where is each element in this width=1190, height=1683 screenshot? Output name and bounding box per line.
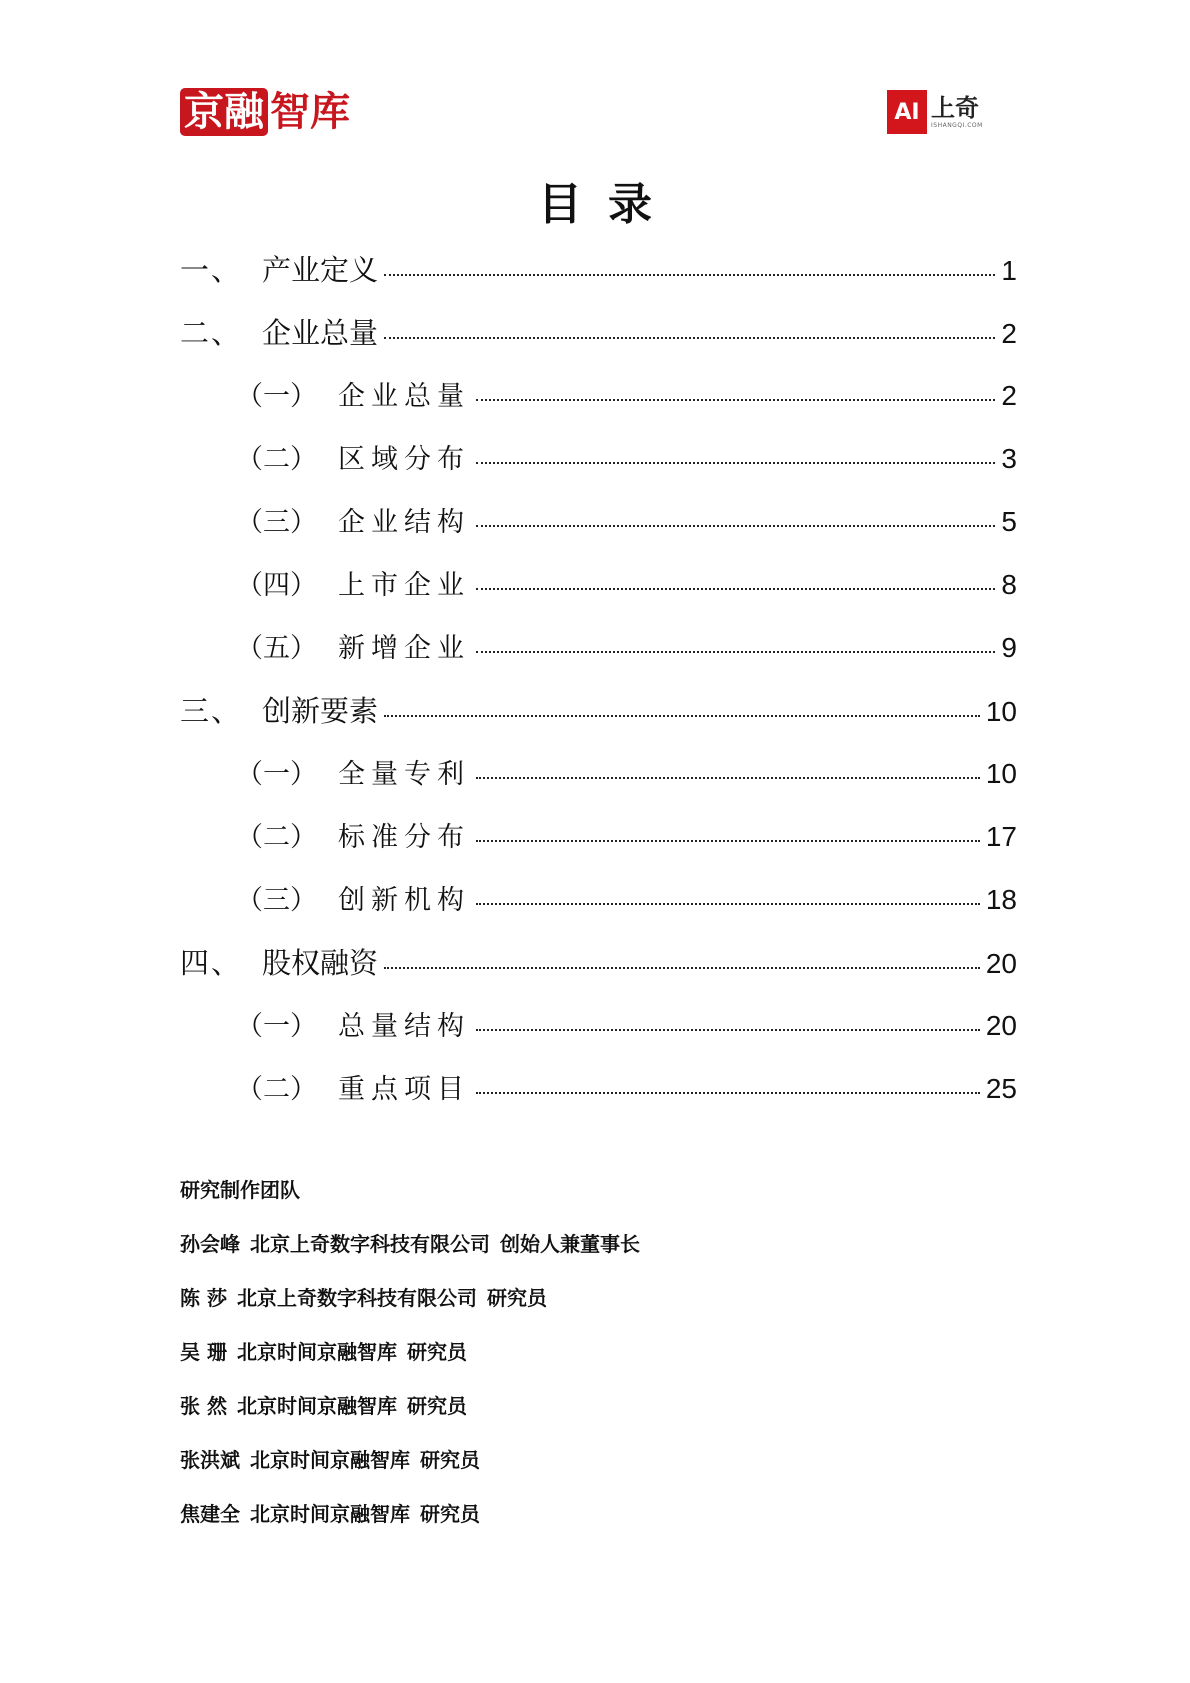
toc-page-number: 9 (1001, 632, 1017, 663)
toc-label: 创新机构 (338, 885, 470, 916)
toc-label: 重点项目 (338, 1074, 470, 1105)
toc-page-number: 10 (985, 696, 1017, 727)
member-name: 孙会峰 (180, 1232, 240, 1256)
toc-number: （一） (236, 381, 317, 412)
toc-label: 标准分布 (338, 822, 470, 853)
toc-page-number: 8 (1001, 569, 1017, 600)
member-name: 张洪斌 (180, 1448, 240, 1472)
toc-number: （三） (236, 885, 317, 916)
shangqi-logo-domain: ISHANGQI.COM (931, 122, 983, 129)
toc-number: （二） (236, 444, 317, 475)
toc-number: 一、 (180, 253, 243, 287)
toc-entry[interactable] (180, 1067, 1017, 1130)
toc-page-number: 10 (985, 758, 1017, 789)
toc-label: 总量结构 (338, 1011, 470, 1042)
toc-leader-dots (476, 777, 980, 779)
member-role: 研究员 (420, 1502, 480, 1526)
shangqi-logo (887, 90, 983, 134)
toc-leader-dots (476, 903, 980, 905)
member-role: 研究员 (486, 1286, 547, 1310)
toc-entry[interactable] (180, 815, 1017, 878)
logo-boxed-text: 京融 (180, 88, 268, 136)
toc-number: 四、 (180, 946, 243, 980)
toc-entry[interactable] (180, 941, 1017, 1004)
member-name: 吴 珊 (180, 1340, 227, 1364)
shangqi-mark-icon: AI (887, 90, 927, 134)
toc-leader-dots (476, 1029, 980, 1031)
toc-entry[interactable] (180, 248, 1017, 311)
logo-plain-text: 智库 (270, 89, 350, 135)
toc-leader-dots (476, 1092, 980, 1094)
toc-page-number: 18 (985, 884, 1017, 915)
toc-leader-dots (476, 462, 995, 464)
member-org: 北京上奇数字科技有限公司 (250, 1232, 490, 1256)
member-name: 张 然 (180, 1394, 227, 1418)
toc-entry[interactable] (180, 878, 1017, 941)
toc-page-number: 2 (1001, 380, 1017, 411)
toc-leader-dots (384, 715, 980, 717)
toc-entry[interactable] (180, 626, 1017, 689)
toc-label: 企业总量 (338, 381, 470, 412)
toc-leader-dots (476, 840, 980, 842)
toc-leader-dots (384, 967, 980, 969)
toc-page-number: 20 (985, 1010, 1017, 1041)
toc-number: （三） (236, 507, 317, 538)
team-member (180, 1446, 640, 1500)
toc-label: 股权融资 (262, 946, 379, 980)
team-member (180, 1500, 640, 1554)
team-member (180, 1338, 640, 1392)
team-member (180, 1230, 640, 1284)
research-team (180, 1176, 640, 1554)
toc-page-number: 1 (1001, 255, 1017, 286)
toc-entry[interactable] (180, 311, 1017, 374)
member-role: 研究员 (420, 1448, 480, 1472)
toc-number: 二、 (180, 316, 243, 350)
toc-entry[interactable] (180, 1004, 1017, 1067)
member-role: 研究员 (406, 1340, 467, 1364)
member-org: 北京上奇数字科技有限公司 (236, 1286, 477, 1310)
toc-label: 企业总量 (262, 316, 379, 350)
member-role: 研究员 (406, 1394, 467, 1418)
toc-label: 上市企业 (338, 570, 470, 601)
table-of-contents (180, 248, 1017, 1130)
toc-label: 产业定义 (262, 253, 379, 287)
toc-leader-dots (476, 399, 995, 401)
toc-page-number: 17 (985, 821, 1017, 852)
member-name: 陈 莎 (180, 1286, 227, 1310)
toc-label: 企业结构 (338, 507, 470, 538)
member-org: 北京时间京融智库 (236, 1340, 397, 1364)
toc-leader-dots (476, 651, 995, 653)
toc-number: （一） (236, 1011, 317, 1042)
member-name: 焦建全 (180, 1502, 240, 1526)
toc-number: （五） (236, 633, 317, 664)
page-title: 目录 (538, 179, 678, 230)
toc-label: 新增企业 (338, 633, 470, 664)
toc-label: 区域分布 (338, 444, 470, 475)
toc-label: 创新要素 (262, 694, 379, 728)
toc-number: （二） (236, 822, 317, 853)
toc-number: 三、 (180, 694, 243, 728)
team-heading: 研究制作团队 (180, 1178, 300, 1202)
toc-number: （一） (236, 759, 317, 790)
member-org: 北京时间京融智库 (250, 1448, 410, 1472)
toc-label: 全量专利 (338, 759, 470, 790)
jingrong-think-tank-logo (180, 88, 350, 136)
toc-entry[interactable] (180, 689, 1017, 752)
toc-leader-dots (384, 337, 995, 339)
toc-leader-dots (384, 274, 995, 276)
toc-number: （四） (236, 570, 317, 601)
team-member (180, 1392, 640, 1446)
toc-page-number: 3 (1001, 443, 1017, 474)
member-role: 创始人兼董事长 (500, 1232, 640, 1256)
member-org: 北京时间京融智库 (250, 1502, 410, 1526)
toc-entry[interactable] (180, 437, 1017, 500)
toc-page-number: 2 (1001, 318, 1017, 349)
toc-page-number: 5 (1001, 506, 1017, 537)
team-member (180, 1284, 640, 1338)
toc-entry[interactable] (180, 374, 1017, 437)
member-org: 北京时间京融智库 (236, 1394, 397, 1418)
toc-entry[interactable] (180, 752, 1017, 815)
toc-entry[interactable] (180, 563, 1017, 626)
toc-page-number: 20 (985, 948, 1017, 979)
toc-page-number: 25 (985, 1073, 1017, 1104)
shangqi-logo-name: 上奇 (931, 94, 979, 122)
toc-entry[interactable] (180, 500, 1017, 563)
toc-leader-dots (476, 525, 995, 527)
toc-leader-dots (476, 588, 995, 590)
toc-number: （二） (236, 1074, 317, 1105)
